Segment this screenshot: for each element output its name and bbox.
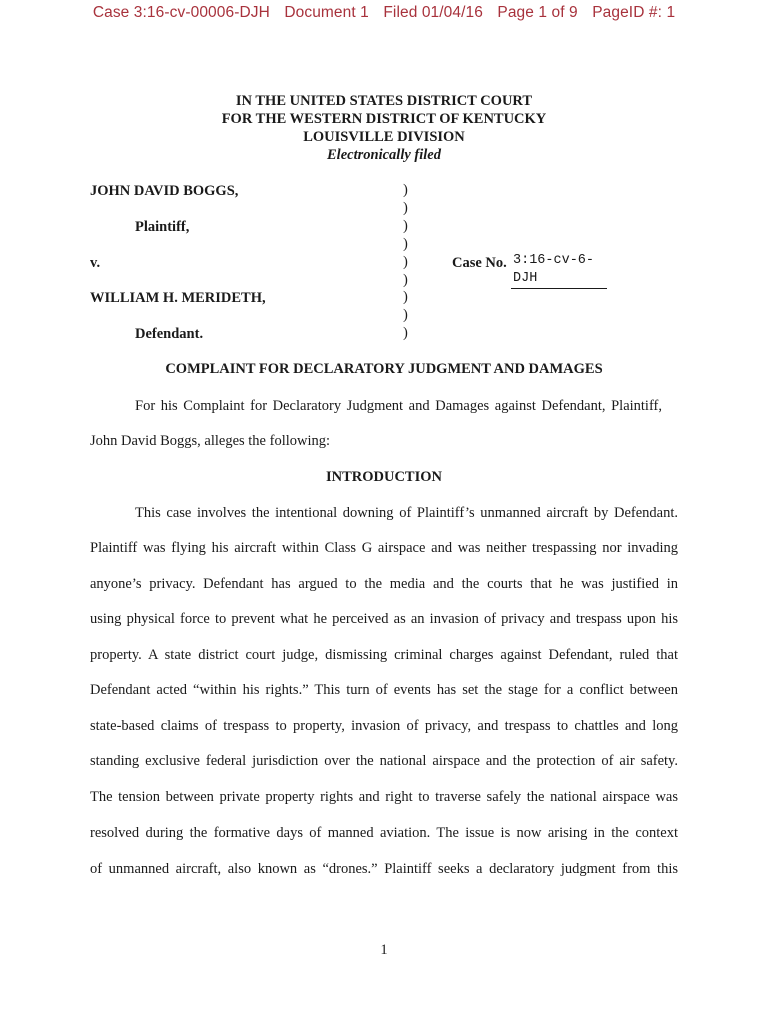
case-number-value: 3:16-cv-6-DJH	[511, 252, 607, 289]
caption-paren: )	[403, 254, 408, 270]
court-line-3: LOUISVILLE DIVISION	[303, 129, 465, 145]
caption-paren: )	[403, 236, 408, 252]
caption-paren: )	[403, 272, 408, 288]
ecf-header-stamp	[0, 4, 768, 22]
versus: v.	[90, 255, 101, 271]
court-line-2: FOR THE WESTERN DISTRICT OF KENTUCKY	[221, 111, 547, 127]
page-number: 1	[380, 942, 388, 958]
introduction-line: resolved during the formative days of manned aviation. The issue is now arising in the context	[90, 825, 678, 841]
introduction-line: state-based claims of trespass to property, invasion of privacy, and trespass to chattles and long	[90, 718, 678, 734]
ecf-document-number: Document 1	[284, 4, 369, 21]
ecf-pageid: PageID #: 1	[592, 4, 676, 21]
introduction-line: using physical force to prevent what he perceived as an invasion of privacy and trespass upon his	[90, 611, 678, 627]
electronically-filed-note: Electronically filed	[327, 147, 441, 163]
caption-paren: )	[403, 289, 408, 305]
case-number-label: Case No.	[452, 255, 507, 271]
defendant-name: WILLIAM H. MERIDETH,	[90, 290, 266, 306]
complaint-title: COMPLAINT FOR DECLARATORY JUDGMENT AND DAMAGES	[165, 361, 603, 377]
introduction-line: Defendant acted “within his rights.” This turn of events has set the stage for a conflict between	[90, 682, 678, 698]
caption-paren: )	[403, 218, 408, 234]
court-heading	[0, 92, 768, 164]
introduction-line: Plaintiff was flying his aircraft within Class G airspace and was neither trespassing nor invading	[90, 540, 678, 556]
opening-line-2: John David Boggs, alleges the following:	[90, 433, 331, 449]
plaintiff-name: JOHN DAVID BOGGS,	[90, 183, 239, 199]
ecf-page-count: Page 1 of 9	[497, 4, 578, 21]
introduction-heading: INTRODUCTION	[325, 469, 442, 485]
caption-paren: )	[403, 307, 408, 323]
caption-paren: )	[403, 182, 408, 198]
introduction-line: The tension between private property rights and right to traverse safely the national airspace was	[90, 789, 678, 805]
plaintiff-role: Plaintiff,	[135, 219, 190, 235]
caption-paren: )	[403, 325, 408, 341]
defendant-role: Defendant.	[135, 326, 204, 342]
introduction-line: This case involves the intentional downing of Plaintiff’s unmanned aircraft by Defendant.	[135, 505, 678, 521]
introduction-line: standing exclusive federal jurisdiction over the national airspace and the protection of air safety.	[90, 753, 678, 769]
ecf-filed-date: Filed 01/04/16	[383, 4, 483, 21]
ecf-case-number: Case 3:16-cv-00006-DJH	[92, 4, 270, 21]
opening-line-1: For his Complaint for Declaratory Judgment and Damages against Defendant, Plaintiff,	[135, 398, 662, 414]
caption-paren: )	[403, 200, 408, 216]
introduction-line: property. A state district court judge, dismissing criminal charges against Defendant, ruled that	[90, 647, 678, 663]
introduction-line: anyone’s privacy. Defendant has argued to the media and the courts that he was justified in	[90, 576, 678, 592]
court-line-1: IN THE UNITED STATES DISTRICT COURT	[235, 93, 533, 109]
introduction-line: of unmanned aircraft, also known as “drones.” Plaintiff seeks a declaratory judgment from this	[90, 861, 678, 877]
